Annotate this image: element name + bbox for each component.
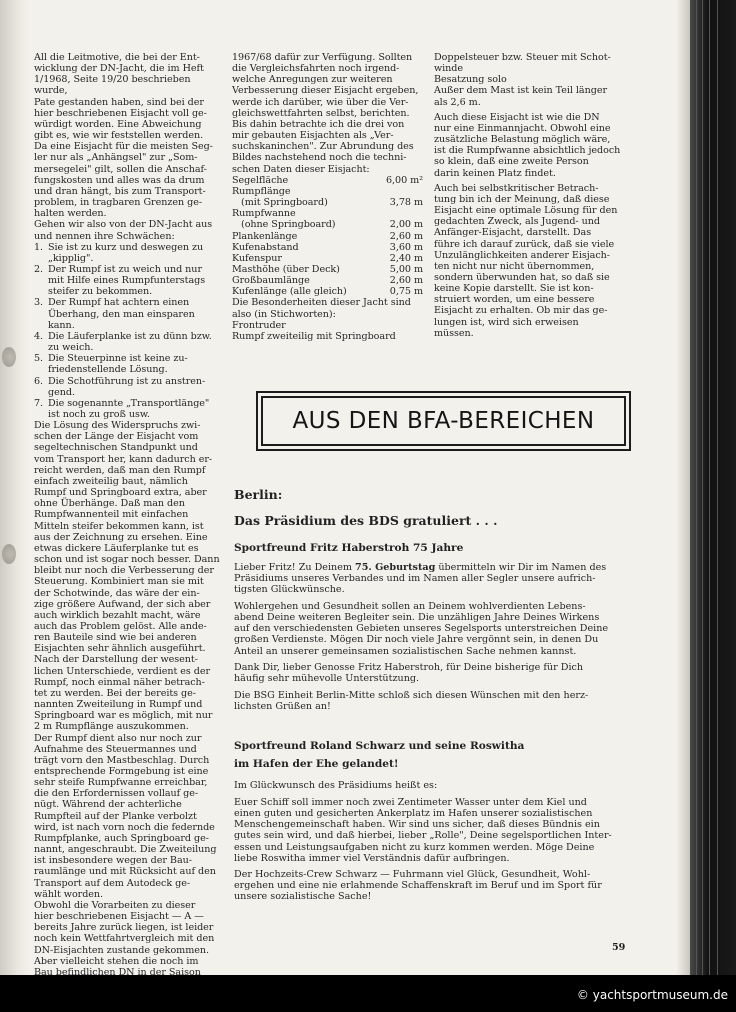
text-line: DN-Eisjachten zustande gekommen.	[34, 944, 210, 956]
list-text	[48, 353, 188, 375]
text-line: schon und ist sogar noch besser. Dann	[34, 554, 220, 566]
spec-label: Großbaumlänge	[232, 275, 310, 287]
spec-label: Rumpfwanne	[232, 208, 296, 220]
text-line: Die sogenannte „Transportlänge"	[48, 397, 210, 409]
article-column-middle	[232, 52, 423, 342]
text-line: häufig sehr mühevolle Unterstützung.	[234, 673, 420, 685]
text-line: Rumpfteil auf der Planke verbolzt	[34, 810, 197, 822]
text-line: nannt, angeschraubt. Die Zweiteilung	[34, 844, 217, 856]
text-line: friedenstellende Lösung.	[48, 364, 168, 376]
text-line: steifer zu bekommen.	[48, 286, 153, 298]
spec-row	[232, 286, 423, 297]
spec-value: 5,00 m	[389, 263, 423, 275]
text-line: sondern überwunden hat, so daß sie	[434, 271, 610, 283]
text-line: gibt es, wie wir feststellen werden.	[34, 130, 204, 142]
text-line: bleibt nur noch die Verbesserung der	[34, 565, 214, 577]
spec-label: Rumpflänge	[232, 185, 291, 197]
text-line: Bau befindlichen DN in der Saison	[34, 966, 201, 975]
haberstroh-paragraph-2	[234, 601, 626, 657]
book-page-edges	[690, 0, 736, 975]
article-column-left	[34, 52, 222, 975]
text-line: großen Verdienste. Mögen Dir noch viele Jahre vergönnt sein, in denen Du	[234, 634, 599, 646]
schwarz-paragraph-1	[234, 780, 626, 791]
text-line: hier beschriebenen Eisjacht — A —	[34, 911, 204, 923]
spec-label: Segelfläche	[232, 174, 289, 186]
text-line: Da eine Eisjacht für die meisten Seg-	[34, 141, 213, 153]
text-line: gutes sein wird, und daß hierbei, lieber „Rolle", Deine segelsportlichen Inter-	[234, 830, 612, 842]
text-line: Der Hochzeits-Crew Schwarz — Fuhrmann viel Glück, Gesundheit, Wohl-	[234, 869, 591, 880]
text-line: auf den verschiedensten Gebieten unseres Segelsports unterstreichen Deine	[234, 623, 609, 635]
text-line: Aber vielleicht stehen die noch im	[34, 955, 199, 967]
haberstroh-paragraph-4	[234, 690, 626, 712]
text-line: zige größere Aufwand, der sich aber	[34, 598, 211, 610]
haberstroh-paragraph-3	[234, 662, 626, 684]
spec-row	[232, 186, 423, 197]
single-hander-paragraph	[434, 112, 627, 179]
list-item	[34, 331, 222, 353]
list-text	[48, 376, 205, 398]
text-line: wird, ist nach vorn noch die federnde	[34, 821, 215, 833]
article-column-right	[434, 52, 627, 339]
spec-label: Kufenspur	[232, 252, 282, 264]
text-line: ten nicht nur nicht übernommen,	[434, 260, 595, 272]
title-line: Sportfreund Roland Schwarz und seine Roswitha	[234, 740, 525, 752]
text-line: zusätzliche Belastung möglich wäre,	[434, 134, 611, 146]
list-text	[48, 331, 212, 353]
text-line: also (in Stichworten):	[232, 308, 336, 320]
list-item	[34, 353, 222, 375]
text-line: aus der Zeichnung zu ersehen. Eine	[34, 531, 208, 543]
text-line: ohne Überhänge. Daß man den	[34, 498, 185, 510]
schwarz-paragraph-3	[234, 869, 626, 902]
text-line: wählt worden.	[34, 888, 104, 900]
text-line: die den Erfordernissen vollauf ge-	[34, 788, 199, 800]
text-line: gend.	[48, 386, 75, 398]
text-line: der Schotwinde, das wäre der ein-	[34, 587, 200, 599]
list-text	[48, 242, 203, 264]
text-line: als 2,6 m.	[434, 96, 481, 108]
spec-row	[232, 231, 423, 242]
spec-row	[232, 219, 423, 230]
text-line: Besatzung solo	[434, 74, 507, 86]
text-line: Pate gestanden haben, sind bei der	[34, 96, 204, 108]
list-number: 3.	[34, 297, 44, 309]
text-line: „kipplig".	[48, 252, 94, 264]
spec-label: (mit Springboard)	[232, 197, 328, 209]
text-line: hier beschriebenen Eisjacht voll ge-	[34, 107, 207, 119]
text-line: tung bin ich der Meinung, daß diese	[434, 193, 610, 205]
text-line: Rumpf und Springboard extra, aber	[34, 487, 207, 499]
text-line: Im Glückwunsch des Präsidiums heißt es:	[234, 780, 438, 791]
text-line: Rumpfplanke, auch Springboard ge-	[34, 832, 209, 844]
text-line: 2 m Rumpflänge auszukommen.	[34, 721, 189, 733]
text-line: abend Deine weiteren Begleiter sein. Die unzähligen Jahre Deines Wirkens	[234, 612, 600, 624]
text-line: trägt vorn den Mastbeschlag. Durch	[34, 754, 210, 766]
text-line: All die Leitmotive, die bei der Ent-	[34, 52, 200, 63]
text-line: noch kein Wettfahrtvergleich mit den	[34, 933, 215, 945]
text-line: Unzulänglichkeiten anderer Eisjach-	[434, 249, 610, 261]
text-line: Anfänger-Eisjacht, darstellt. Das	[434, 227, 592, 239]
text-line: Nach der Darstellung der wesent-	[34, 654, 198, 666]
text-line: würdigt worden. Eine Abweichung	[34, 118, 202, 130]
list-item	[34, 376, 222, 398]
text-line: essen und Leistungsaufgaben nicht zu kurz kommen werden. Möge Deine	[234, 841, 595, 853]
text-line: Auch diese Eisjacht ist wie die DN	[434, 111, 600, 123]
list-number: 6.	[34, 375, 44, 387]
text-line: Außer dem Mast ist kein Teil länger	[434, 85, 607, 97]
text-line: liebe Roswitha immer viel Verständnis dafür aufbringen.	[234, 852, 510, 864]
text-line: struiert worden, um eine bessere	[434, 294, 595, 306]
text-line: Die BSG Einheit Berlin-Mitte schloß sich diesen Wünschen mit den herz-	[234, 690, 589, 701]
text-line: Wohlergehen und Gesundheit sollen an Deinem wohlverdienten Lebens-	[234, 601, 586, 612]
section-header-box	[256, 391, 631, 451]
text-line: mit Hilfe eines Rumpfunterstags	[48, 275, 206, 287]
text-line: ren Bauteile sind wie bei anderen	[34, 632, 197, 644]
text-line: schen der Länge der Eisjacht vom	[34, 431, 199, 443]
list-number: 7.	[34, 397, 44, 409]
text-line: Dank Dir, lieber Genosse Fritz Haberstroh, für Deine bisherige für Dich	[234, 662, 584, 673]
spec-value: 2,40 m	[389, 252, 423, 264]
spec-value: 3,60 m	[389, 241, 423, 253]
text-line: Verbesserung dieser Eisjacht ergeben,	[232, 85, 419, 97]
text-line: Rumpfwannenteil mit einfachen	[34, 509, 189, 521]
text-line: sehr steife Rumpfwanne erreichbar,	[34, 777, 208, 789]
section-title: AUS DEN BFA-BEREICHEN	[292, 408, 595, 434]
text-line: tet zu werden. Bei der bereits ge-	[34, 687, 196, 699]
text-run: Lieber Fritz! Zu Deinem	[234, 562, 356, 573]
text-line: nur eine Einmannjacht. Obwohl eine	[434, 122, 611, 134]
text-line: Der Rumpf dient also nur noch zur	[34, 732, 202, 744]
text-line: ler nur als „Anhängsel" zur „Som-	[34, 152, 198, 164]
text-line: einen guten und gesicherten Ankerplatz im Hafen unserer sozialistischen	[234, 808, 593, 820]
text-line: Der Rumpf hat achtern einen	[48, 297, 190, 309]
spec-value: 3,78 m	[389, 197, 423, 209]
list-item	[34, 398, 222, 420]
text-line: zu weich.	[48, 342, 94, 354]
text-line: Eisjacht eine optimale Lösung für den	[434, 205, 618, 217]
text-line: auch wirklich bezahlt macht, wäre	[34, 609, 201, 621]
spec-label: Plankenlänge	[232, 230, 298, 242]
text-line: kann.	[48, 319, 75, 331]
comparison-paragraph	[232, 52, 423, 175]
spec-value: 0,75 m	[389, 286, 423, 298]
text-run: übermitteln wir Dir im Namen des	[435, 562, 607, 573]
list-number: 4.	[34, 330, 44, 342]
text-line: Springboard war es möglich, mit nur	[34, 710, 213, 722]
text-line: 1967/68 dafür zur Verfügung. Sollten	[232, 52, 413, 63]
list-number: 5.	[34, 353, 44, 365]
birthday-emphasis: 75. Geburtstag	[355, 562, 436, 573]
punch-hole	[2, 544, 16, 564]
text-line: Aufnahme des Steuermannes und	[34, 743, 197, 755]
schwarz-paragraph-2	[234, 797, 626, 864]
text-line: problem, in tragbaren Grenzen ge-	[34, 197, 203, 209]
text-line: werde ich darüber, wie über die Ver-	[232, 96, 409, 108]
spec-label: Masthöhe (über Deck)	[232, 263, 340, 275]
text-line: etwas dickere Läuferplanke tut es	[34, 542, 199, 554]
text-line: Rumpf zweiteilig mit Springboard	[232, 330, 396, 342]
text-line: die Vergleichsfahrten noch irgend-	[232, 63, 400, 75]
spec-value: 6,00 m²	[385, 174, 423, 186]
list-item	[34, 242, 222, 264]
text-line: lichen Unterschiede, verdient es der	[34, 665, 211, 677]
text-line: entsprechende Formgebung ist eine	[34, 766, 209, 777]
list-text	[48, 264, 205, 297]
text-line: Eisjacht zu erhalten. Ob mir das ge-	[434, 305, 608, 317]
text-line: Überhang, den man einsparen	[48, 308, 195, 320]
text-line: fungskosten und alles was da drum	[34, 174, 205, 186]
list-number: 2.	[34, 263, 44, 275]
text-line: mersegelei" gilt, sollen die Anschaf-	[34, 163, 207, 175]
spec-row	[232, 253, 423, 264]
text-line: wicklung der DN-Jacht, die im Heft	[34, 63, 204, 75]
text-line: gedachten Zweck, als Jugend- und	[434, 216, 600, 228]
text-line: Eisjachten sehr ähnlich ausgeführt.	[34, 643, 206, 655]
haberstroh-paragraph-1	[234, 562, 626, 595]
text-line: nügt. Während der achterliche	[34, 799, 182, 811]
weakness-list	[34, 242, 222, 421]
text-line: Rumpf, noch einmal näher betrach-	[34, 676, 205, 688]
text-line: und nennen ihre Schwächen:	[34, 230, 175, 242]
text-line: Frontruder	[232, 319, 286, 331]
text-line: 1/1968, Seite 19/20 beschrieben wurde,	[34, 74, 191, 97]
text-line: und dran hängt, bis zum Transport-	[34, 185, 206, 197]
spec-label: Kufenabstand	[232, 241, 299, 253]
page-number: 59	[612, 942, 626, 953]
list-number: 1.	[34, 241, 44, 253]
spec-label: (ohne Springboard)	[232, 219, 336, 231]
spec-row	[232, 208, 423, 219]
text-line: Euer Schiff soll immer noch zwei Zentimeter Wasser unter dem Kiel und	[234, 797, 587, 808]
text-line: schen Daten dieser Eisjacht:	[232, 163, 370, 175]
text-line: nannten Zweiteilung in Rumpf und	[34, 699, 203, 711]
text-line: auch das Problem gelöst. Alle ande-	[34, 620, 207, 632]
text-line: Der Rumpf ist zu weich und nur	[48, 263, 202, 275]
text-line: müssen.	[434, 327, 474, 339]
list-text	[48, 297, 195, 330]
features-continued	[434, 52, 627, 108]
text-line: gleichswettfahrten selbst, berichten.	[232, 107, 410, 119]
features-paragraph	[232, 297, 423, 342]
list-item	[34, 297, 222, 330]
text-line: so klein, daß eine zweite Person	[434, 156, 589, 168]
title-line: im Hafen der Ehe gelandet!	[234, 758, 399, 770]
text-line	[234, 562, 626, 573]
solution-paragraph	[34, 420, 222, 975]
text-line: winde	[434, 63, 464, 75]
text-line: ist noch zu groß usw.	[48, 409, 150, 420]
text-line: vom Transport her, kann dadurch er-	[34, 453, 213, 465]
text-line: Doppelsteuer bzw. Steuer mit Schot-	[434, 52, 611, 63]
text-line: welche Anregungen zur weiteren	[232, 74, 393, 86]
text-line: segeltechnischen Standpunkt und	[34, 442, 198, 454]
technical-specs-table	[232, 175, 423, 298]
spec-row	[232, 197, 423, 208]
text-line: Auch bei selbstkritischer Betrach-	[434, 182, 599, 194]
text-line: Obwohl die Vorarbeiten zu dieser	[34, 899, 196, 911]
text-line: darin keinen Platz findet.	[434, 167, 556, 179]
spec-value	[376, 186, 423, 197]
text-line: führe ich darauf zurück, daß sie viele	[434, 238, 615, 250]
page-binding-shadow	[0, 0, 30, 975]
text-line: Die Steuerpinne ist keine zu-	[48, 353, 188, 365]
text-line: Gehen wir also von der DN-Jacht aus	[34, 219, 213, 231]
text-line: mir gebauten Eisjachten als „Ver-	[232, 130, 394, 142]
text-line: Die Lösung des Widerspruchs zwi-	[34, 420, 201, 432]
spec-row	[232, 175, 423, 186]
text-line: einfach zweiteilig baut, nämlich	[34, 475, 188, 487]
spec-value	[376, 208, 423, 219]
text-line: ergehen und eine nie erlahmende Schaffenskraft im Beruf und im Sport für	[234, 880, 602, 892]
text-line: Bildes nachstehend noch die techni-	[232, 152, 407, 164]
list-item	[34, 264, 222, 297]
watermark-credit: © yachtsportmuseum.de	[576, 988, 728, 1002]
conclusion-paragraph	[434, 183, 627, 339]
text-line: raumlänge und mit Rücksicht auf den	[34, 866, 216, 878]
text-line: lungen ist, wird sich erweisen	[434, 316, 579, 328]
text-line: halten werden.	[34, 208, 107, 220]
text-line: Transport auf dem Autodeck ge-	[34, 877, 191, 889]
article-title-schwarz	[234, 737, 524, 773]
text-line: tigsten Glückwünsche.	[234, 584, 345, 596]
spec-value: 2,00 m	[389, 219, 423, 231]
spec-value: 2,60 m	[389, 230, 423, 242]
text-line: bereits Jahre zurück liegen, ist leider	[34, 922, 214, 934]
spec-value: 2,60 m	[389, 275, 423, 287]
city-heading: Berlin:	[234, 487, 283, 502]
text-line: unsere sozialistische Sache!	[234, 891, 372, 903]
text-line: Sie ist zu kurz und deswegen zu	[48, 241, 204, 253]
text-line: reicht werden, daß man den Rumpf	[34, 464, 206, 476]
spec-row	[232, 242, 423, 253]
gutter-shadow	[676, 0, 690, 975]
text-line: Mitteln steifer bekommen kann, ist	[34, 520, 204, 532]
text-line: Die Läuferplanke ist zu dünn bzw.	[48, 330, 212, 342]
spec-label: Kufenlänge (alle gleich)	[232, 286, 347, 298]
punch-hole	[2, 347, 16, 367]
intro-paragraph	[34, 52, 222, 242]
spec-row	[232, 264, 423, 275]
text-line: ist insbesondere wegen der Bau-	[34, 855, 192, 867]
text-line: Die Schotführung ist zu anstren-	[48, 375, 206, 387]
article-title-haberstroh: Sportfreund Fritz Haberstroh 75 Jahre	[234, 542, 464, 554]
text-line: keine Kopie darstellt. Sie ist kon-	[434, 283, 594, 295]
text-line: Präsidiums unseres Verbandes und im Namen aller Segler unsere aufrich-	[234, 573, 596, 585]
text-line: Menschengemeinschaft haben. Wir sind uns sicher, daß dieses Bündnis ein	[234, 819, 600, 831]
text-line: Steuerung. Kombiniert man sie mit	[34, 576, 204, 588]
text-line: Bis dahin betrachte ich die drei von	[232, 118, 405, 130]
text-line: Die Besonderheiten dieser Jacht sind	[232, 297, 411, 309]
text-line: suchskaninchen". Zur Abrundung des	[232, 141, 414, 153]
text-line: Anteil an unserer gemeinsamen sozialistischen Sache nehmen kannst.	[234, 645, 577, 657]
text-line: lichsten Grüßen an!	[234, 701, 331, 713]
presidium-headline: Das Präsidium des BDS gratuliert . . .	[234, 513, 498, 528]
spec-row	[232, 275, 423, 286]
list-text	[48, 398, 209, 420]
text-line: ist die Rumpfwanne absichtlich jedoch	[434, 145, 621, 157]
